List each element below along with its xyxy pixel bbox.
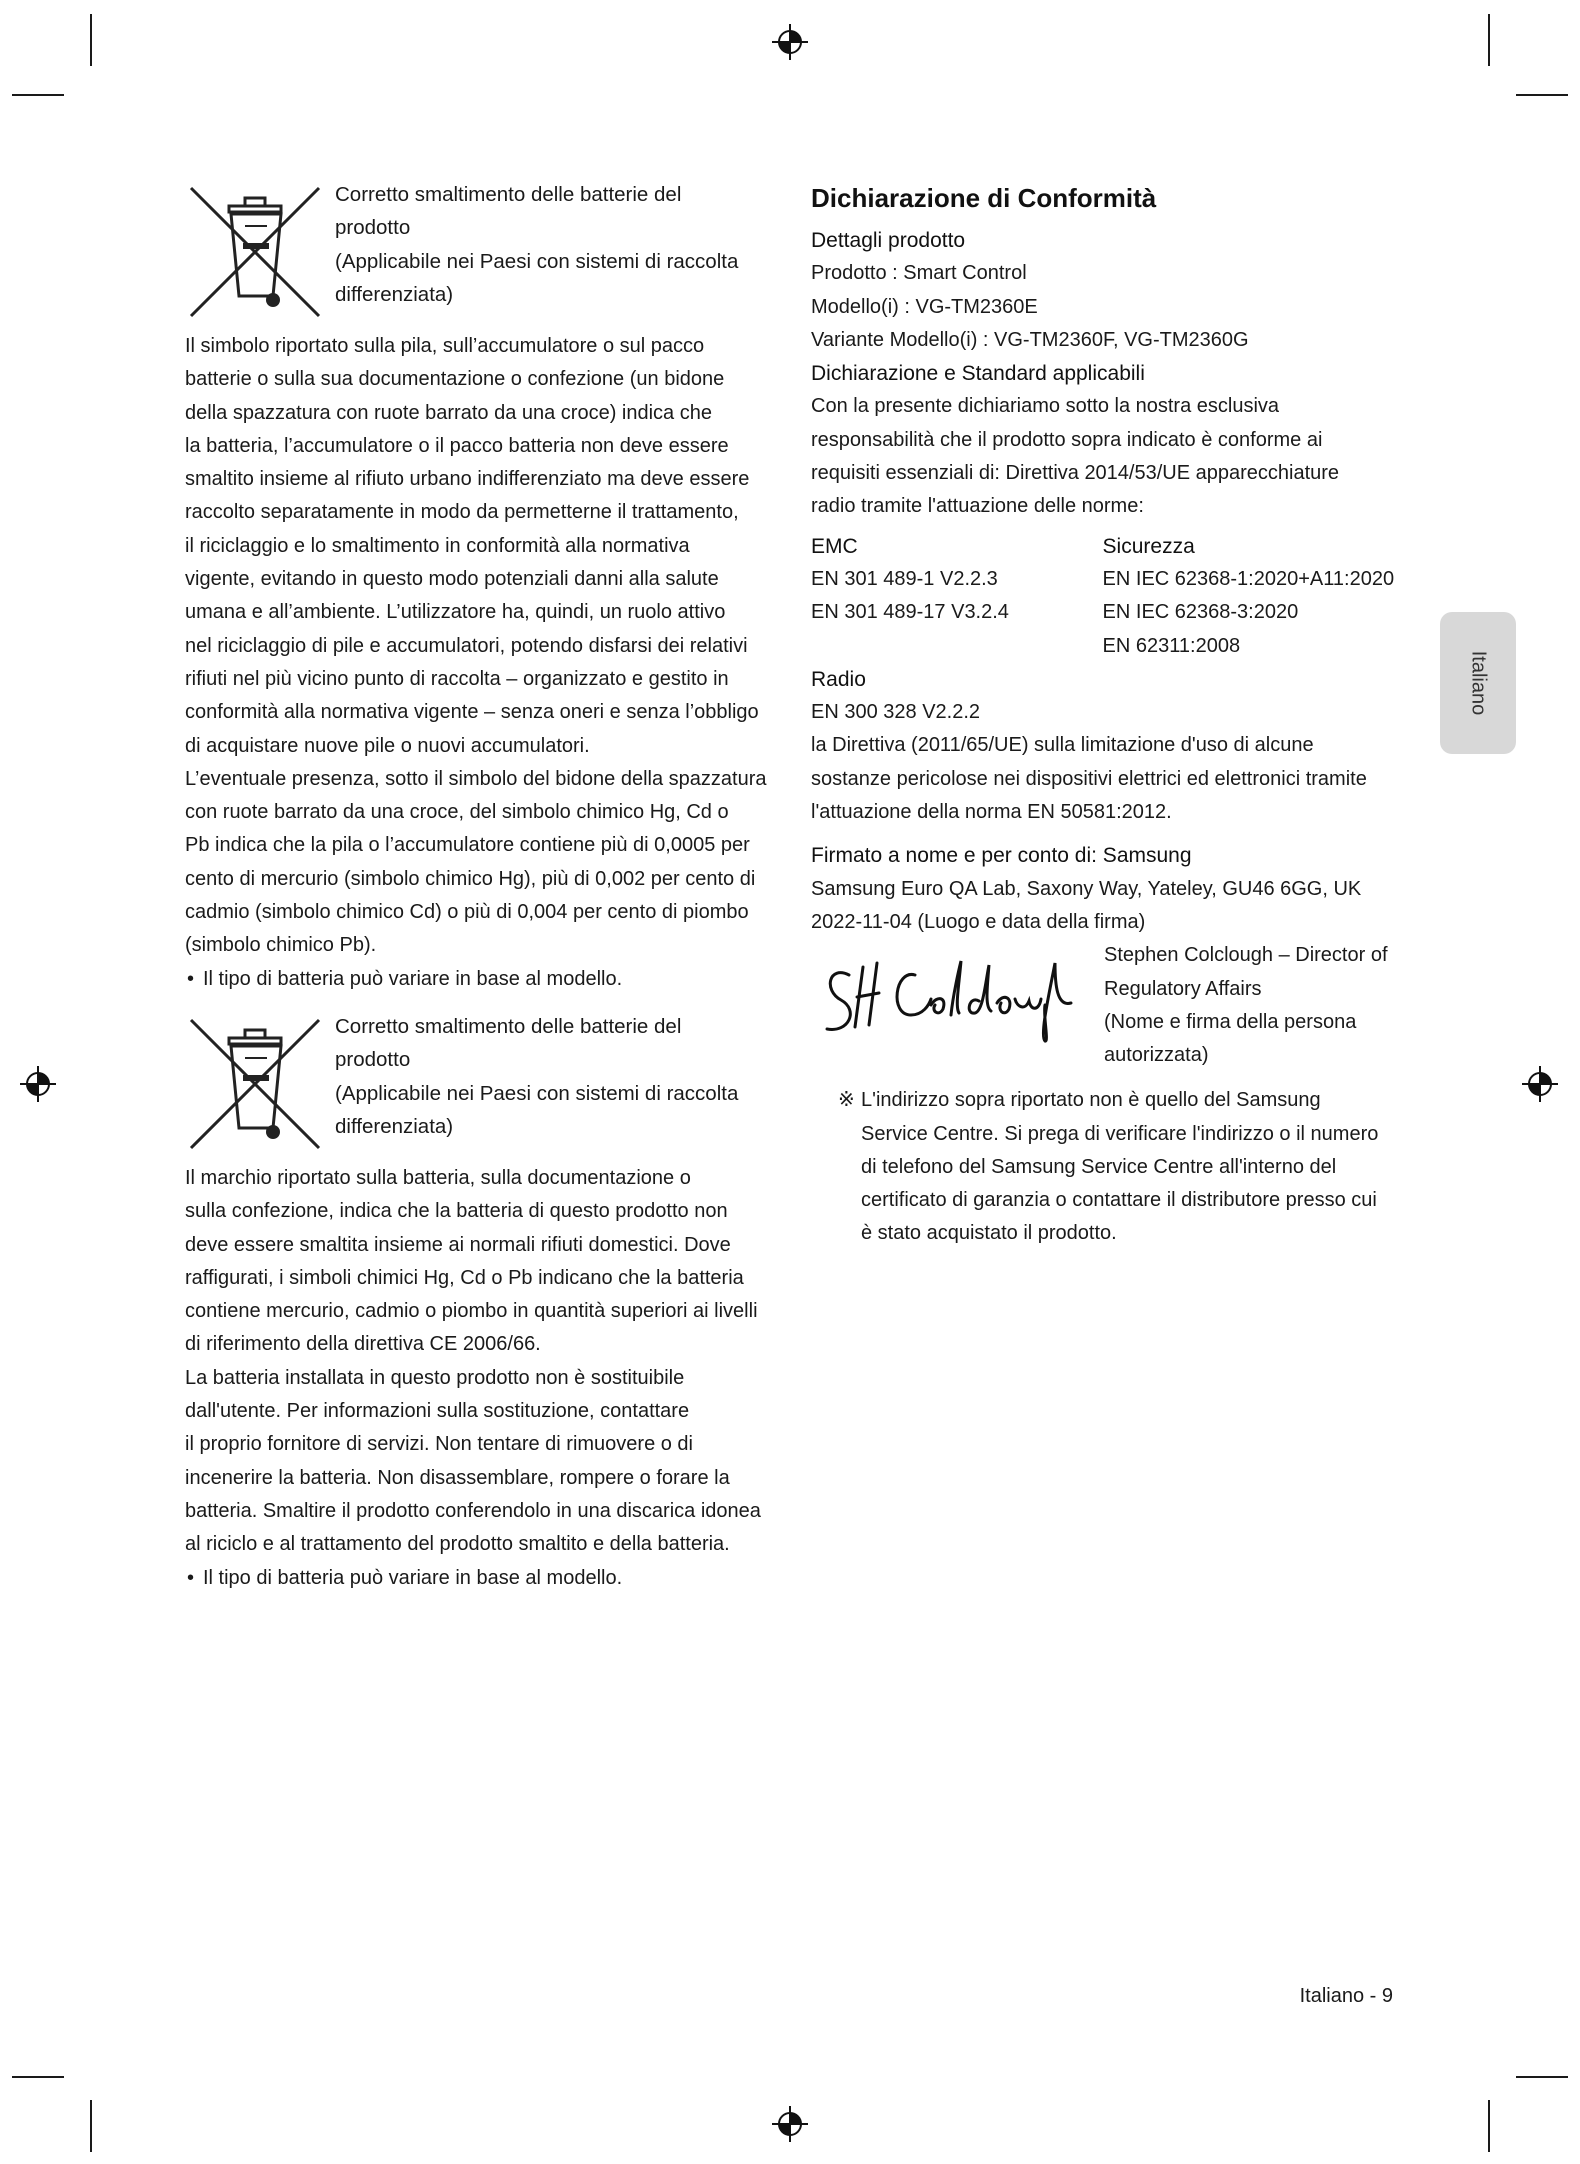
registration-mark-icon <box>770 2104 810 2144</box>
crop-mark <box>90 2100 92 2152</box>
paragraph-line: deve essere smaltita insieme ai normali rifiuti domestici. Dove <box>185 1233 731 1256</box>
paragraph-line: contiene mercurio, cadmio o piombo in quantità superiori ai livelli <box>185 1300 758 1323</box>
standard-item: EN 62311:2008 <box>1102 634 1241 657</box>
block-title-line: Corretto smaltimento delle batterie del <box>335 183 682 206</box>
signed-line: Samsung Euro QA Lab, Saxony Way, Yateley, GU46 6GG, UK <box>811 877 1362 900</box>
paragraph-line: Con la presente dichiariamo sotto la nostra esclusiva <box>811 395 1280 418</box>
paragraph-line: di acquistare nuove pile o nuovi accumulatori. <box>185 734 590 757</box>
block-title-line: (Applicabile nei Paesi con sistemi di raccolta <box>335 249 739 273</box>
block-title-line: prodotto <box>335 216 411 240</box>
note-line: L'indirizzo sopra riportato non è quello del Samsung <box>861 1089 1321 1112</box>
paragraph-line: cento di mercurio (simbolo chimico Hg), più di 0,002 per cento di <box>185 867 756 890</box>
emc-heading: EMC <box>811 534 858 558</box>
signer-line: Regulatory Affairs <box>1104 977 1262 1000</box>
address-note <box>811 1084 1411 1250</box>
page-number: Italiano - 9 <box>1299 1985 1393 2007</box>
paragraph-line: Il simbolo riportato sulla pila, sull’accumulatore o sul pacco <box>185 335 705 357</box>
paragraph-line: L’eventuale presenza, sotto il simbolo del bidone della spazzatura <box>185 767 767 790</box>
paragraph-line: nel riciclaggio di pile e accumulatori, potendo disfarsi dei relativi <box>185 634 748 657</box>
signed-heading: Firmato a nome e per conto di: Samsung <box>811 844 1192 868</box>
crop-mark <box>12 2076 64 2078</box>
registration-mark-icon <box>770 22 810 62</box>
reference-mark-icon: ※ <box>838 1089 855 1112</box>
paragraph-line: cadmio (simbolo chimico Cd) o più di 0,004 per cento di piombo <box>185 901 749 924</box>
crossed-out-bin-icon <box>185 182 325 322</box>
note-line: Service Centre. Si prega di verificare l'indirizzo o il numero <box>861 1122 1379 1145</box>
paragraph-line: radio tramite l'attuazione delle norme: <box>811 495 1144 518</box>
standard-item: EN 300 328 V2.2.2 <box>811 701 981 724</box>
registration-mark-icon <box>1520 1064 1560 1104</box>
declaration-title: Dichiarazione di Conformità <box>811 183 1157 213</box>
paragraph-line: smaltito insieme al rifiuto urbano indifferenziato ma deve essere <box>185 468 750 491</box>
paragraph-line: umana e all’ambiente. L’utilizzatore ha, quindi, un ruolo attivo <box>185 601 726 624</box>
paragraph-line: il riciclaggio e lo smaltimento in conformità alla normativa <box>185 534 690 557</box>
product-details <box>811 257 1411 357</box>
product-line: Modello(i) : VG-TM2360E <box>811 295 1038 318</box>
rohs-text <box>811 729 1411 829</box>
paragraph-line: incenerire la batteria. Non disassemblare, rompere o forare la <box>185 1466 730 1489</box>
paragraph-line: responsabilità che il prodotto sopra indicato è conforme ai <box>811 428 1323 451</box>
paragraph-line: la batteria, l’accumulatore o il pacco batteria non deve essere <box>185 434 729 457</box>
crossed-out-bin-icon <box>185 1014 325 1154</box>
block-title-line: differenziata) <box>335 1114 454 1138</box>
battery-disposal-body-1 <box>185 330 771 996</box>
paragraph-line: conformità alla normativa vigente – senza oneri e senza l’obbligo <box>185 701 759 724</box>
standards-heading: Dichiarazione e Standard applicabili <box>811 362 1145 386</box>
paragraph-line: Il marchio riportato sulla batteria, sulla documentazione o <box>185 1166 691 1189</box>
signer-line: Stephen Colclough – Director of <box>1104 944 1388 967</box>
signer-info <box>1104 939 1424 1072</box>
paragraph-line: con ruote barrato da una croce, del simbolo chimico Hg, Cd o <box>185 801 729 824</box>
signed-details <box>811 873 1411 940</box>
language-side-tab <box>1440 612 1516 754</box>
product-line: Variante Modello(i) : VG-TM2360F, VG-TM2360G <box>811 328 1249 351</box>
battery-disposal-header-2 <box>185 1010 771 1162</box>
crop-mark <box>12 94 64 96</box>
crop-mark <box>1516 2076 1568 2078</box>
signer-line: autorizzata) <box>1104 1044 1209 1067</box>
paragraph-line: dall'utente. Per informazioni sulla sostituzione, contattare <box>185 1400 690 1423</box>
crop-mark <box>1488 14 1490 66</box>
battery-disposal-body-2 <box>185 1162 771 1595</box>
paragraph-line: della spazzatura con ruote barrato da una croce) indica che <box>185 401 712 424</box>
product-details-heading: Dettagli prodotto <box>811 229 966 252</box>
note-line: è stato acquistato il prodotto. <box>861 1222 1117 1245</box>
signed-line: 2022-11-04 (Luogo e data della firma) <box>811 910 1146 933</box>
note-line: di telefono del Samsung Service Centre all'interno del <box>861 1155 1337 1178</box>
paragraph-line: il proprio fornitore di servizi. Non tentare di rimuovere o di <box>185 1433 693 1456</box>
paragraph-line: (simbolo chimico Pb). <box>185 934 377 957</box>
paragraph-line: raccolto separatamente in modo da permetterne il trattamento, <box>185 501 739 524</box>
paragraph-line: requisiti essenziali di: Direttiva 2014/53/UE apparecchiature <box>811 462 1340 485</box>
standard-item: EN 301 489-17 V3.2.4 <box>811 601 1009 624</box>
bullet-note: • Il tipo di batteria può variare in base al modello. <box>185 963 771 996</box>
right-column <box>811 178 1411 1251</box>
paragraph-line: sostanze pericolose nei dispositivi elettrici ed elettronici tramite <box>811 767 1367 790</box>
language-tab-label: Italiano <box>1467 650 1490 716</box>
crop-mark <box>1488 2100 1490 2152</box>
standard-item: EN 301 489-1 V2.2.3 <box>811 567 998 590</box>
block-title-line: (Applicabile nei Paesi con sistemi di raccolta <box>335 1081 739 1105</box>
paragraph-line: al riciclo e al trattamento del prodotto smaltito e della batteria. <box>185 1533 730 1556</box>
paragraph-line: l'attuazione della norma EN 50581:2012. <box>811 801 1172 824</box>
standards-table <box>811 530 1411 663</box>
paragraph-line: rifiuti nel più vicino punto di raccolta – organizzato e gestito in <box>185 667 729 690</box>
handwritten-signature <box>819 945 1079 1045</box>
paragraph-line: batteria. Smaltire il prodotto conferendolo in una discarica idonea <box>185 1499 761 1522</box>
paragraph-line: La batteria installata in questo prodotto non è sostituibile <box>185 1366 685 1389</box>
standard-item: EN IEC 62368-3:2020 <box>1102 601 1299 624</box>
paragraph-line: batterie o sulla sua documentazione o confezione (un bidone <box>185 368 725 391</box>
safety-heading: Sicurezza <box>1102 534 1195 558</box>
block-title-line: differenziata) <box>335 282 454 306</box>
crop-mark <box>1516 94 1568 96</box>
standards-text <box>811 390 1411 523</box>
left-column <box>185 178 771 1595</box>
radio-section <box>811 663 1411 730</box>
paragraph-line: Pb indica che la pila o l’accumulatore contiene più di 0,0005 per <box>185 834 750 857</box>
bullet-note: • Il tipo di batteria può variare in base al modello. <box>185 1562 771 1595</box>
signer-line: (Nome e firma della persona <box>1104 1010 1357 1033</box>
registration-mark-icon <box>18 1064 58 1104</box>
radio-heading: Radio <box>811 667 866 691</box>
signature-row <box>811 939 1411 1072</box>
paragraph-line: vigente, evitando in questo modo potenziali danni alla salute <box>185 568 719 591</box>
note-line: certificato di garanzia o contattare il distributore presso cui <box>861 1189 1377 1212</box>
paragraph-line: la Direttiva (2011/65/UE) sulla limitazione d'uso di alcune <box>811 734 1314 757</box>
paragraph-line: sulla confezione, indica che la batteria di questo prodotto non <box>185 1200 728 1223</box>
emc-column <box>811 530 1103 663</box>
paragraph-line: raffigurati, i simboli chimici Hg, Cd o Pb indicano che la batteria <box>185 1266 744 1289</box>
paragraph-line: di riferimento della direttiva CE 2006/66. <box>185 1333 541 1356</box>
crop-mark <box>90 14 92 66</box>
battery-disposal-header-1 <box>185 178 771 330</box>
standard-item: EN IEC 62368-1:2020+A11:2020 <box>1102 567 1395 590</box>
product-line: Prodotto : Smart Control <box>811 262 1027 285</box>
safety-column <box>1103 530 1411 663</box>
block-title-line: prodotto <box>335 1048 411 1072</box>
block-title-line: Corretto smaltimento delle batterie del <box>335 1014 682 1038</box>
